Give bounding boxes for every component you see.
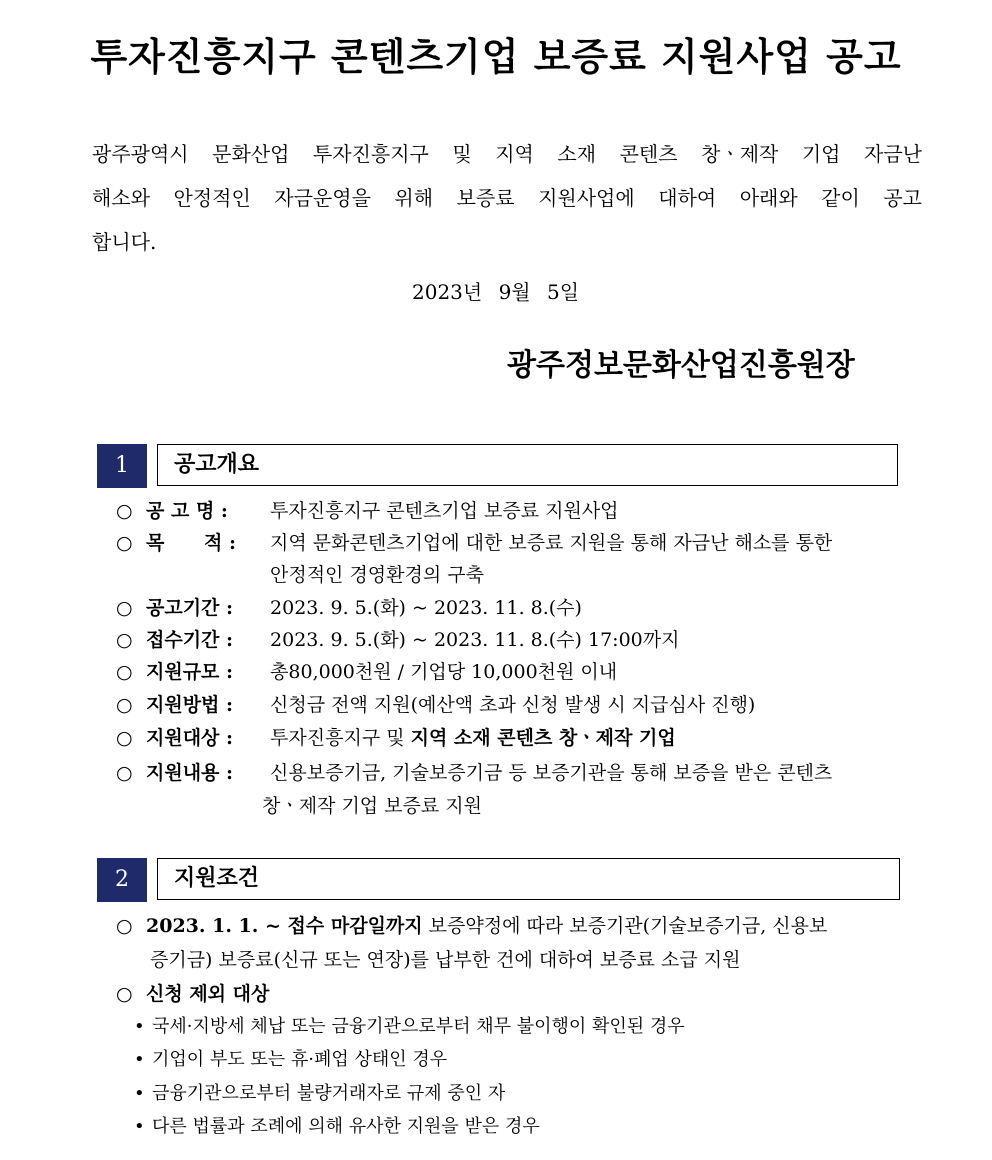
item-scale-label: 지원규모 :	[146, 661, 234, 683]
document-title: 투자진흥지구 콘텐츠기업 보증료 지원사업 공고	[90, 35, 902, 79]
item-content-value-2: 창ㆍ제작 기업 보증료 지원	[262, 795, 483, 817]
bullet-symbol: •	[134, 1016, 145, 1037]
item-content	[116, 757, 832, 789]
circle-symbol: ○	[116, 983, 133, 1005]
organization-name: 광주정보문화산업진흥원장	[507, 348, 855, 383]
intro-paragraph	[92, 132, 922, 264]
item-scale-value: 총80,000천원 / 기업당 10,000천원 이내	[270, 661, 618, 683]
item-method-label: 지원방법 :	[146, 694, 234, 716]
exclusion-text-1: 국세·지방세 체납 또는 금융기관으로부터 채무 불이행이 확인된 경우	[152, 1016, 685, 1037]
section-2-number: 2	[97, 858, 147, 902]
bullet-symbol: •	[134, 1116, 145, 1137]
condition-1-bold: 2023. 1. 1. ~ 접수 마감일까지	[146, 915, 423, 937]
circle-symbol: ○	[116, 532, 133, 554]
condition-2-title: 신청 제외 대상	[146, 983, 270, 1005]
item-method-value: 신청금 전액 지원(예산액 초과 신청 발생 시 지급심사 진행)	[270, 694, 756, 716]
section-2-title: 지원조건	[157, 858, 900, 900]
item-name-value: 투자진흥지구 콘텐츠기업 보증료 지원사업	[270, 500, 619, 522]
item-reception-value: 2023. 9. 5.(화) ~ 2023. 11. 8.(수) 17:00까지	[270, 629, 680, 651]
circle-symbol: ○	[116, 762, 133, 784]
item-period-value: 2023. 9. 5.(화) ~ 2023. 11. 8.(수)	[270, 597, 582, 619]
item-reception-label: 접수기간 :	[146, 629, 234, 651]
section-1-title: 공고개요	[157, 444, 898, 486]
item-name	[116, 495, 619, 527]
bullet-symbol: •	[134, 1083, 145, 1104]
item-target-label: 지원대상 :	[146, 727, 234, 749]
item-target-value: 투자진흥지구 및	[270, 727, 411, 749]
item-scale	[116, 656, 617, 688]
item-reception	[116, 624, 679, 656]
exclusion-bullet-1	[134, 1011, 685, 1043]
intro-line-1: 광주광역시 문화산업 투자진흥지구 및 지역 소재 콘텐츠 창ㆍ제작 기업 자금난	[92, 142, 922, 166]
item-content-value: 신용보증기금, 기술보증기금 등 보증기관을 통해 보증을 받은 콘텐츠	[270, 762, 833, 784]
condition-1-text-2: 증기금) 보증료(신규 또는 연장)를 납부한 건에 대하여 보증료 소급 지원	[150, 949, 741, 971]
item-method	[116, 689, 755, 721]
circle-symbol: ○	[116, 629, 133, 651]
exclusion-text-2: 기업이 부도 또는 휴·폐업 상태인 경우	[152, 1049, 448, 1070]
circle-symbol: ○	[116, 500, 133, 522]
item-name-label: 공 고 명 :	[146, 500, 228, 522]
item-content-label: 지원내용 :	[146, 762, 234, 784]
item-period-label: 공고기간 :	[146, 597, 234, 619]
exclusion-bullet-2	[134, 1044, 447, 1076]
section-1-number: 1	[97, 444, 147, 488]
circle-symbol: ○	[116, 661, 133, 683]
item-target-value-bold: 지역 소재 콘텐츠 창ㆍ제작 기업	[410, 727, 676, 749]
announcement-date: 2023년 9월 5일	[412, 280, 580, 304]
item-purpose-value-2: 안정적인 경영환경의 구축	[270, 564, 484, 586]
bullet-symbol: •	[134, 1049, 145, 1070]
exclusion-bullet-3	[134, 1078, 505, 1110]
circle-symbol: ○	[116, 915, 133, 937]
item-target	[116, 722, 676, 754]
condition-2	[116, 978, 269, 1010]
circle-symbol: ○	[116, 727, 133, 749]
item-purpose-label: 목 적 :	[146, 532, 237, 554]
item-purpose	[116, 527, 832, 559]
item-period	[116, 592, 582, 624]
circle-symbol: ○	[116, 597, 133, 619]
intro-line-3: 합니다.	[92, 230, 157, 254]
circle-symbol: ○	[116, 694, 133, 716]
exclusion-text-3: 금융기관으로부터 불량거래자로 규제 중인 자	[152, 1083, 506, 1104]
exclusion-text-4: 다른 법률과 조례에 의해 유사한 지원을 받은 경우	[152, 1116, 540, 1137]
condition-1	[116, 910, 827, 942]
condition-1-text: 보증약정에 따라 보증기관(기술보증기금, 신용보	[422, 915, 828, 937]
exclusion-bullet-4	[134, 1111, 540, 1143]
intro-line-2: 해소와 안정적인 자금운영을 위해 보증료 지원사업에 대하여 아래와 같이 공고	[92, 186, 922, 210]
item-purpose-value: 지역 문화콘텐츠기업에 대한 보증료 지원을 통해 자금난 해소를 통한	[270, 532, 833, 554]
